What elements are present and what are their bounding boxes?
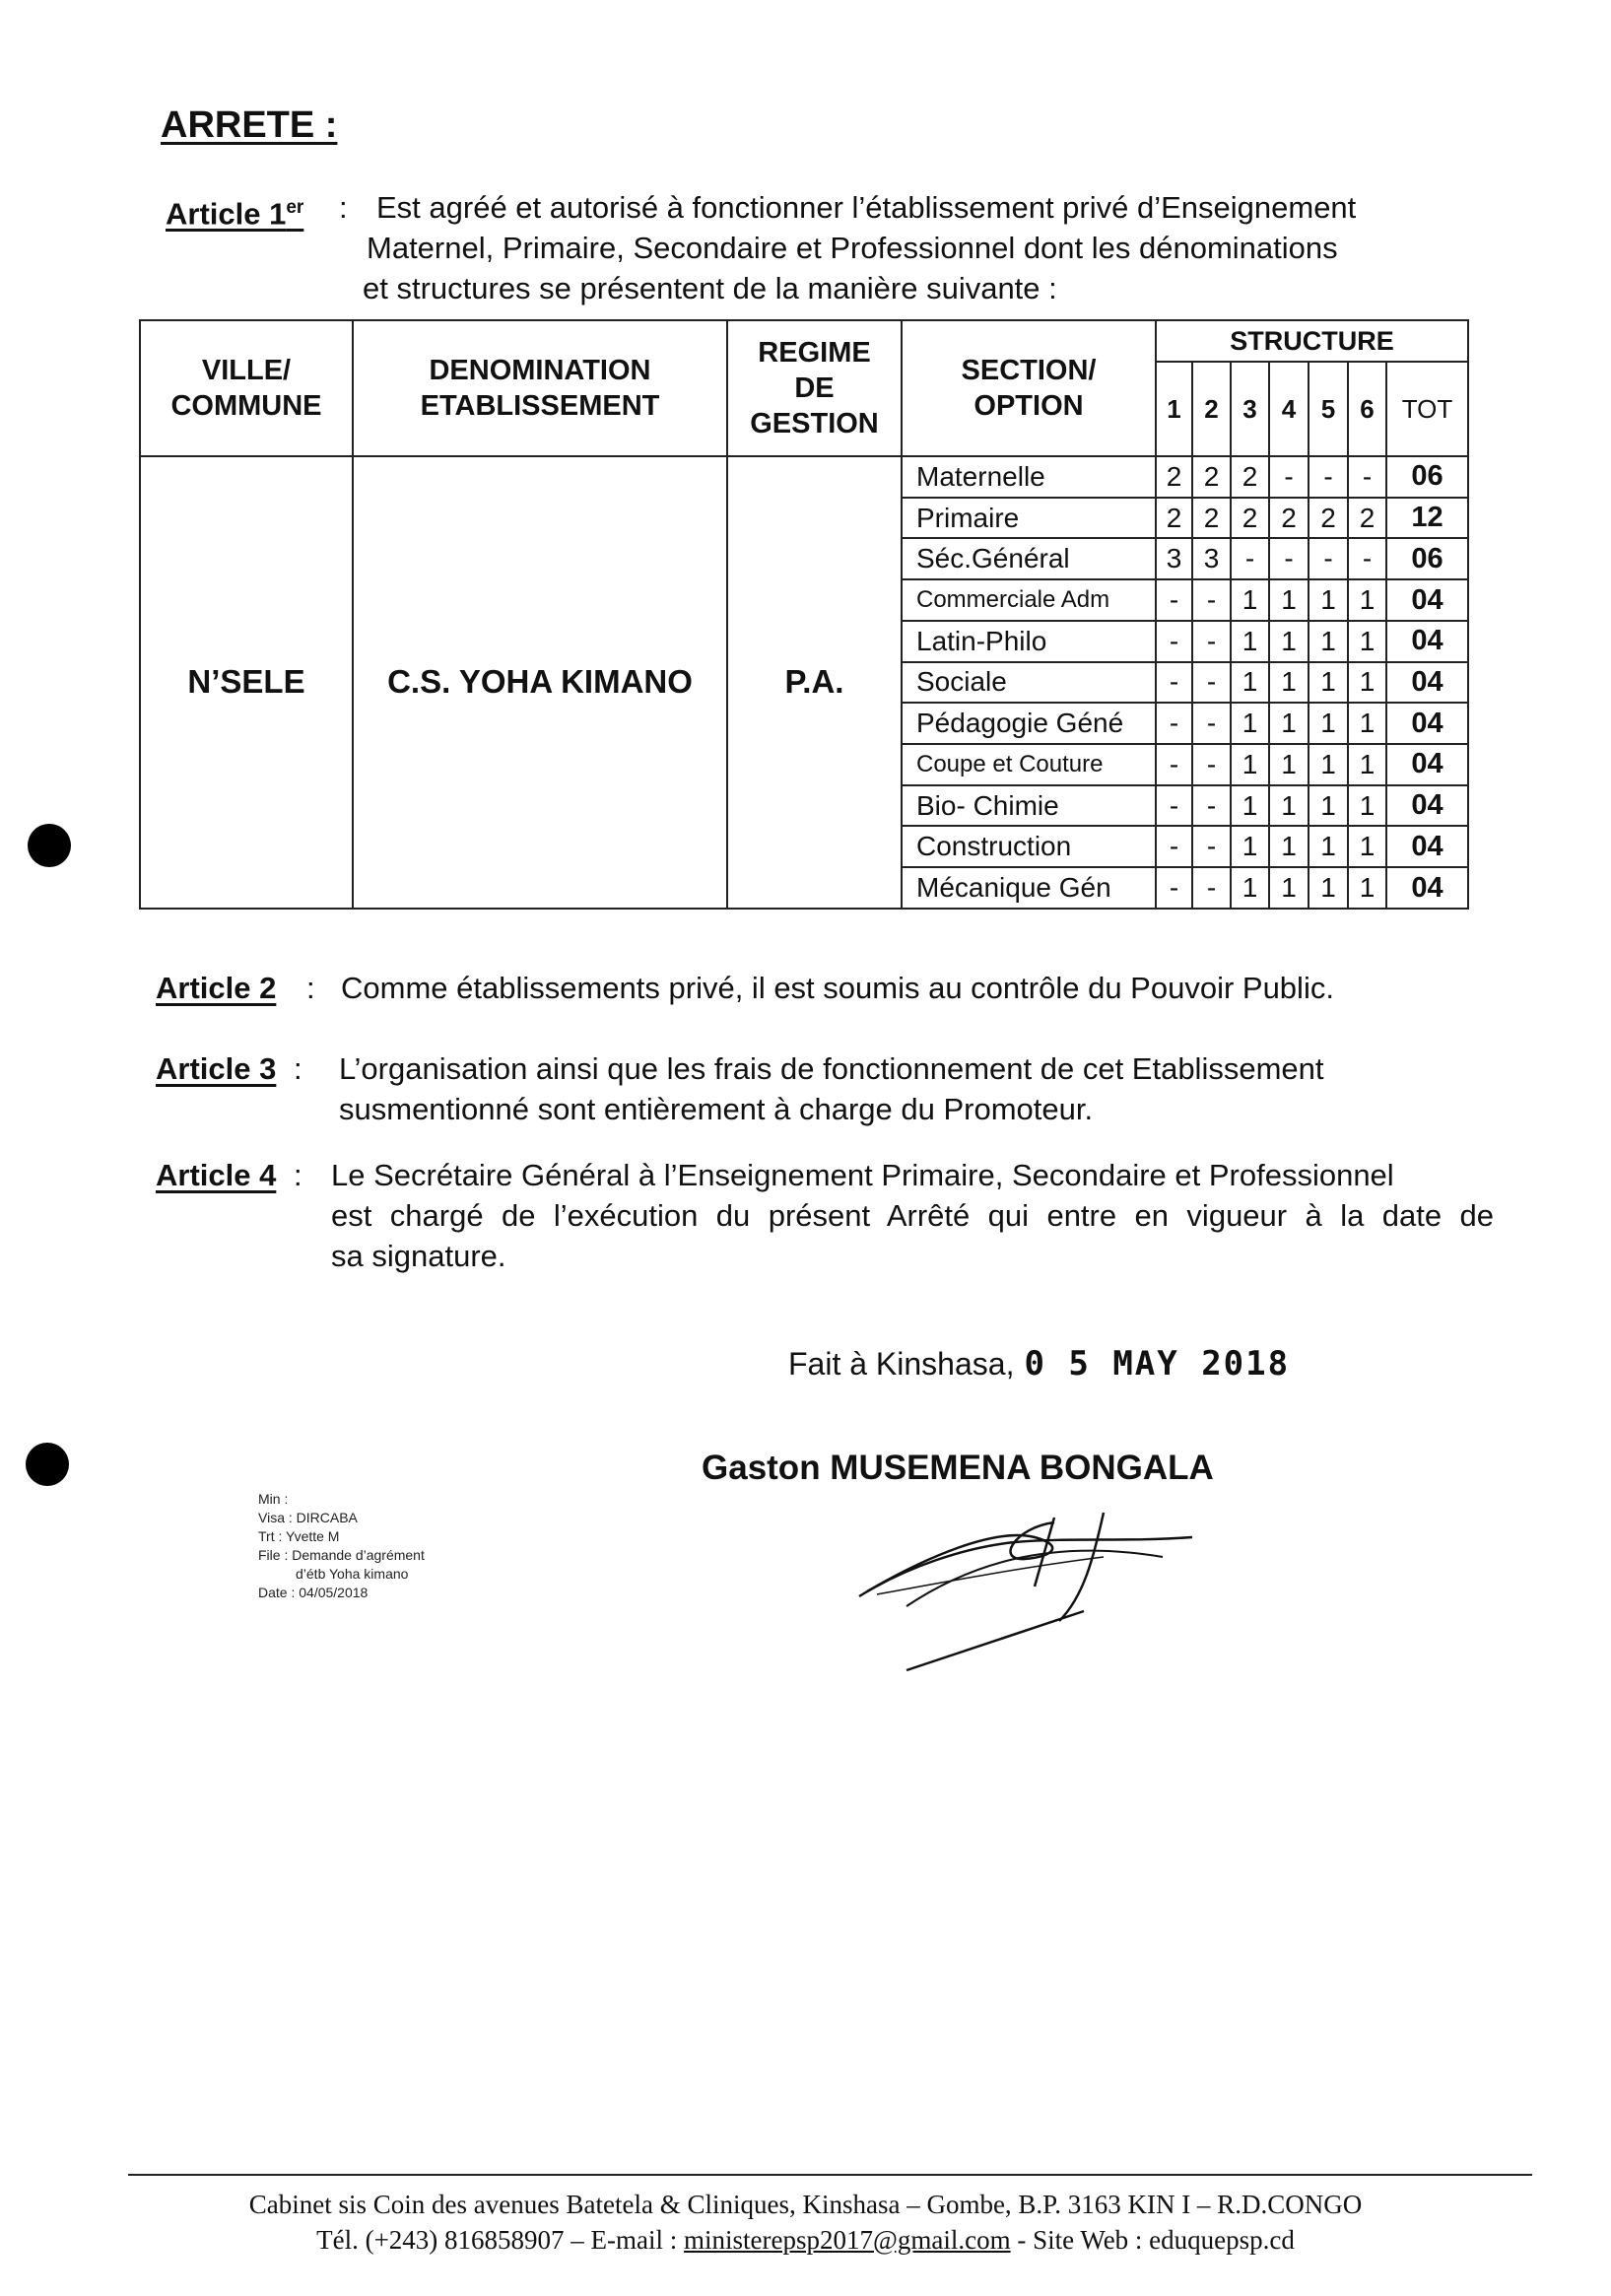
cell-year-3: 1 (1231, 785, 1269, 827)
article-3-line: susmentionné sont entièrement à charge du Promoteur. (339, 1092, 1094, 1126)
cell-year-3: 1 (1231, 867, 1269, 909)
cell-total: 06 (1386, 538, 1468, 579)
cell-year-1: - (1156, 785, 1192, 827)
cell-year-4: 2 (1269, 498, 1309, 539)
article-1-line: Est agréé et autorisé à fonctionner l’établissement privé d’Enseignement (376, 190, 1357, 225)
cell-total: 04 (1386, 785, 1468, 827)
cell-total: 04 (1386, 867, 1468, 909)
cell-year-2: 3 (1192, 538, 1231, 579)
cell-section: Bio- Chimie (902, 785, 1156, 827)
header-total: TOT (1386, 362, 1468, 456)
cell-year-1: - (1156, 621, 1192, 662)
cell-section: Mécanique Gén (902, 867, 1156, 909)
document-heading: ARRETE : (161, 104, 338, 146)
footer-tel: Tél. (+243) 816858907 – E-mail : (316, 2225, 678, 2255)
article-3-line: L’organisation ainsi que les frais de fonctionnement de cet Etablissement (339, 1051, 1324, 1086)
cell-year-5: 1 (1309, 744, 1348, 785)
table-row (140, 456, 1468, 498)
article-2-line: Comme établissements privé, il est soumis au contrôle du Pouvoir Public. (341, 971, 1334, 1005)
article-4-line: est chargé de l’exécution du présent Arrêté qui entre en vigueur à la date de (331, 1198, 1494, 1233)
cell-year-3: 1 (1231, 744, 1269, 785)
cell-regime: P.A. (727, 456, 902, 909)
cell-year-4: - (1269, 456, 1309, 498)
cell-year-6: - (1348, 538, 1386, 579)
cell-year-1: 2 (1156, 456, 1192, 498)
cell-total: 06 (1386, 456, 1468, 498)
cell-year-6: 1 (1348, 579, 1386, 621)
header-year-5: 5 (1309, 362, 1348, 456)
cell-year-5: 1 (1309, 867, 1348, 909)
header-regime: REGIME DE GESTION (727, 320, 902, 456)
cell-year-4: 1 (1269, 867, 1309, 909)
article-1-colon: : (339, 190, 348, 225)
cell-section: Primaire (902, 498, 1156, 539)
cell-year-2: - (1192, 867, 1231, 909)
ref-min: Min : (258, 1491, 289, 1507)
cell-total: 04 (1386, 579, 1468, 621)
cell-year-6: 1 (1348, 826, 1386, 867)
cell-year-4: 1 (1269, 621, 1309, 662)
footer-contact (0, 2225, 1611, 2256)
header-section: SECTION/ OPTION (902, 320, 1156, 456)
cell-year-6: 1 (1348, 744, 1386, 785)
cell-year-3: 1 (1231, 703, 1269, 744)
cell-year-6: 1 (1348, 662, 1386, 704)
cell-total: 04 (1386, 826, 1468, 867)
footer-divider (128, 2174, 1532, 2176)
article-2 (156, 968, 1476, 1012)
cell-year-4: 1 (1269, 744, 1309, 785)
cell-year-6: 1 (1348, 703, 1386, 744)
cell-year-3: 1 (1231, 621, 1269, 662)
cell-denomination: C.S. YOHA KIMANO (353, 456, 727, 909)
cell-total: 04 (1386, 662, 1468, 704)
reference-block (258, 1490, 425, 1602)
cell-year-3: 2 (1231, 498, 1269, 539)
article-1-line: et structures se présentent de la manière suivante : (363, 271, 1057, 305)
cell-year-3: 1 (1231, 826, 1269, 867)
cell-year-2: - (1192, 621, 1231, 662)
cell-year-4: 1 (1269, 662, 1309, 704)
cell-section: Maternelle (902, 456, 1156, 498)
cell-year-1: - (1156, 867, 1192, 909)
cell-year-2: - (1192, 826, 1231, 867)
cell-year-5: 1 (1309, 785, 1348, 827)
article-3 (156, 1048, 1476, 1137)
punch-hole-lower (26, 1443, 69, 1486)
cell-year-6: 1 (1348, 621, 1386, 662)
cell-section: Séc.Général (902, 538, 1156, 579)
cell-section: Commerciale Adm (902, 579, 1156, 621)
cell-total: 04 (1386, 744, 1468, 785)
header-year-3: 3 (1231, 362, 1269, 456)
cell-ville: N’SELE (140, 456, 353, 909)
article-4-line: sa signature. (331, 1239, 506, 1273)
article-1-line: Maternel, Primaire, Secondaire et Professionnel dont les dénominations (367, 231, 1338, 265)
cell-year-2: - (1192, 744, 1231, 785)
footer-address: Cabinet sis Coin des avenues Batetela & Cliniques, Kinshasa – Gombe, B.P. 3163 KIN I – R.D.CONGO (248, 2190, 1363, 2219)
cell-year-2: - (1192, 579, 1231, 621)
article-3-label: Article 3 (156, 1051, 277, 1086)
article-2-colon: : (306, 971, 315, 1005)
header-structure: STRUCTURE (1156, 320, 1468, 362)
cell-year-1: 3 (1156, 538, 1192, 579)
cell-year-5: 1 (1309, 621, 1348, 662)
date-stamp: 0 5 MAY 2018 (1024, 1344, 1291, 1384)
signer-name: Gaston MUSEMENA BONGALA (702, 1449, 1214, 1487)
article-1-body (376, 187, 1470, 228)
cell-year-4: 1 (1269, 785, 1309, 827)
cell-section: Sociale (902, 662, 1156, 704)
article-1-label: Article 1er (166, 196, 304, 232)
cell-year-3: - (1231, 538, 1269, 579)
cell-year-5: 1 (1309, 703, 1348, 744)
cell-year-5: 2 (1309, 498, 1348, 539)
cell-year-5: 1 (1309, 579, 1348, 621)
ref-trt: Trt : Yvette M (258, 1528, 340, 1544)
cell-section: Construction (902, 826, 1156, 867)
cell-year-3: 2 (1231, 456, 1269, 498)
cell-year-1: - (1156, 579, 1192, 621)
header-year-1: 1 (1156, 362, 1192, 456)
cell-section: Latin-Philo (902, 621, 1156, 662)
cell-year-4: 1 (1269, 826, 1309, 867)
cell-year-3: 1 (1231, 662, 1269, 704)
cell-year-1: - (1156, 826, 1192, 867)
punch-hole-upper (28, 824, 71, 867)
cell-section: Coupe et Couture (902, 744, 1156, 785)
article-2-label: Article 2 (156, 971, 277, 1005)
cell-year-5: 1 (1309, 826, 1348, 867)
cell-year-4: 1 (1269, 579, 1309, 621)
cell-year-2: - (1192, 703, 1231, 744)
cell-section: Pédagogie Géné (902, 703, 1156, 744)
cell-year-1: - (1156, 744, 1192, 785)
cell-year-5: - (1309, 456, 1348, 498)
article-4 (156, 1155, 1496, 1283)
structure-table (139, 319, 1467, 908)
header-denomination: DENOMINATION ETABLISSEMENT (353, 320, 727, 456)
place-text: Fait à Kinshasa, (788, 1346, 1015, 1382)
signature-scribble (847, 1498, 1202, 1675)
ref-file-cont: d’étb Yoha kimano (296, 1566, 409, 1582)
cell-year-6: - (1348, 456, 1386, 498)
cell-year-2: - (1192, 662, 1231, 704)
article-4-colon: : (294, 1158, 302, 1192)
cell-total: 12 (1386, 498, 1468, 539)
header-year-2: 2 (1192, 362, 1231, 456)
article-1-body-cont2 (363, 268, 1456, 308)
article-1-body-cont (367, 228, 1460, 268)
ref-file: File : Demande d’agrément (258, 1547, 425, 1563)
article-1 (166, 187, 1476, 310)
ref-visa: Visa : DIRCABA (258, 1510, 358, 1525)
cell-year-5: 1 (1309, 662, 1348, 704)
cell-total: 04 (1386, 703, 1468, 744)
place-date (788, 1344, 1290, 1384)
article-3-colon: : (294, 1051, 302, 1086)
cell-total: 04 (1386, 621, 1468, 662)
cell-year-2: 2 (1192, 456, 1231, 498)
header-year-6: 6 (1348, 362, 1386, 456)
header-ville: VILLE/ COMMUNE (140, 320, 353, 456)
cell-year-6: 1 (1348, 785, 1386, 827)
cell-year-6: 1 (1348, 867, 1386, 909)
cell-year-2: 2 (1192, 498, 1231, 539)
cell-year-6: 2 (1348, 498, 1386, 539)
footer-site: - Site Web : eduquepsp.cd (1017, 2225, 1295, 2255)
cell-year-2: - (1192, 785, 1231, 827)
footer-email-link[interactable]: ministerepsp2017@gmail.com (684, 2225, 1011, 2255)
article-4-label: Article 4 (156, 1158, 277, 1192)
header-year-4: 4 (1269, 362, 1309, 456)
cell-year-4: - (1269, 538, 1309, 579)
article-4-line: Le Secrétaire Général à l’Enseignement Primaire, Secondaire et Professionnel (331, 1158, 1394, 1192)
cell-year-1: 2 (1156, 498, 1192, 539)
cell-year-1: - (1156, 662, 1192, 704)
cell-year-4: 1 (1269, 703, 1309, 744)
cell-year-3: 1 (1231, 579, 1269, 621)
cell-year-5: - (1309, 538, 1348, 579)
cell-year-1: - (1156, 703, 1192, 744)
ref-date: Date : 04/05/2018 (258, 1585, 369, 1600)
